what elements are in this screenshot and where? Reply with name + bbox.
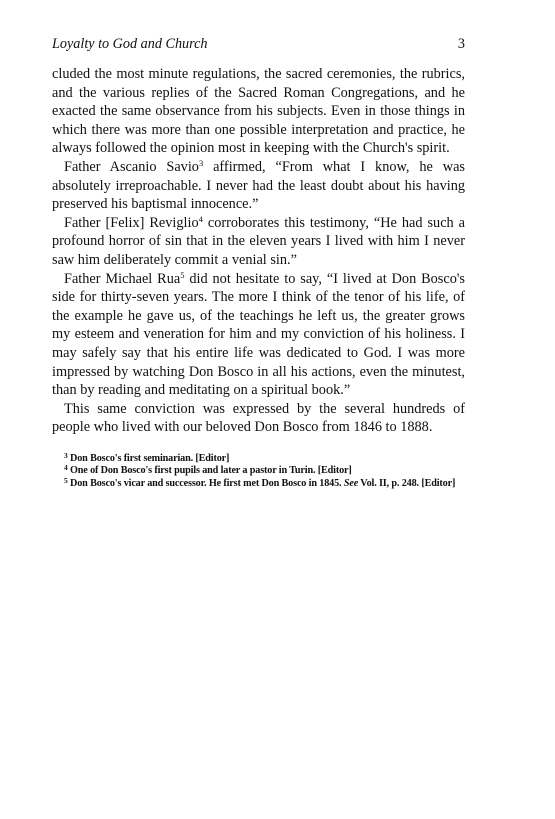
paragraph (52, 214, 465, 270)
running-title: Loyalty to God and Church (52, 36, 208, 52)
footnotes (52, 450, 465, 491)
footnote-text: One of Don Bosco's first pupils and later a pastor in Turin. [Editor] (70, 465, 352, 477)
footnote-text: Vol. II, p. 248. [Editor] (358, 478, 456, 490)
paragraph (52, 158, 465, 214)
paragraph-text: Father Ascanio Savio (64, 158, 199, 175)
book-page (52, 34, 465, 491)
footnote-marker: 4 (64, 463, 68, 473)
paragraph-text: cluded the most minute regulations, the sacred ceremonies, the rubrics, and the various replies of the Sacred Roman Congregations, and he exacted the same observance from his subjects. Even in those things in which there was more than one possible interpretation and practice, he always followed the opinion most in keeping with the Church's spirit. (52, 66, 465, 157)
footnote-see: See (343, 478, 359, 490)
footnote-text: Don Bosco's vicar and successor. He first met Don Bosco in 1845. (70, 478, 344, 490)
footnote-marker: 5 (64, 476, 68, 486)
body-text (52, 65, 465, 437)
page-header (52, 34, 465, 54)
paragraph (52, 65, 465, 158)
page-number: 3 (457, 36, 465, 52)
footnote (52, 465, 465, 478)
paragraph-text: affirmed, “From what I know, he was absolutely irreproachable. I never had the least doubt about his having preserved his baptismal innocence.” (52, 158, 465, 213)
paragraph-text: This same conviction was expressed by the several hundreds of people who lived with our beloved Don Bosco from 1846 to 1888. (52, 400, 465, 436)
footnote-reference: 5 (180, 269, 185, 280)
paragraph-text: Father [Felix] Reviglio (64, 214, 199, 231)
footnote (52, 478, 465, 491)
paragraph-text: corroborates this testimony, “He had such a profound horror of sin that in the eleven years I lived with him I never saw him deliberately commit a venial sin.” (52, 214, 466, 268)
paragraph-text: did not hesitate to say, “I lived at Don Bosco's side for thirty-seven years. The more I think of the tenor of his life, of the example he gave us, of the teachings he left us, the greater grows my esteem and veneration for him and my conviction of his holiness. I may safely say that his entire life was dedicated to God. I was more impressed by watching Don Bosco in all his actions, even the minutest, than by reading and meditating on a spiritual book.” (52, 270, 465, 399)
footnote-reference: 3 (198, 157, 204, 168)
paragraph (52, 270, 465, 400)
footnote-marker: 3 (64, 450, 68, 460)
footnote (52, 450, 465, 466)
paragraph (52, 400, 465, 437)
footnote-text: Don Bosco's first seminarian. [Editor] (70, 452, 230, 464)
paragraph-text: Father Michael Rua (64, 270, 181, 287)
footnote-reference: 4 (198, 213, 203, 224)
